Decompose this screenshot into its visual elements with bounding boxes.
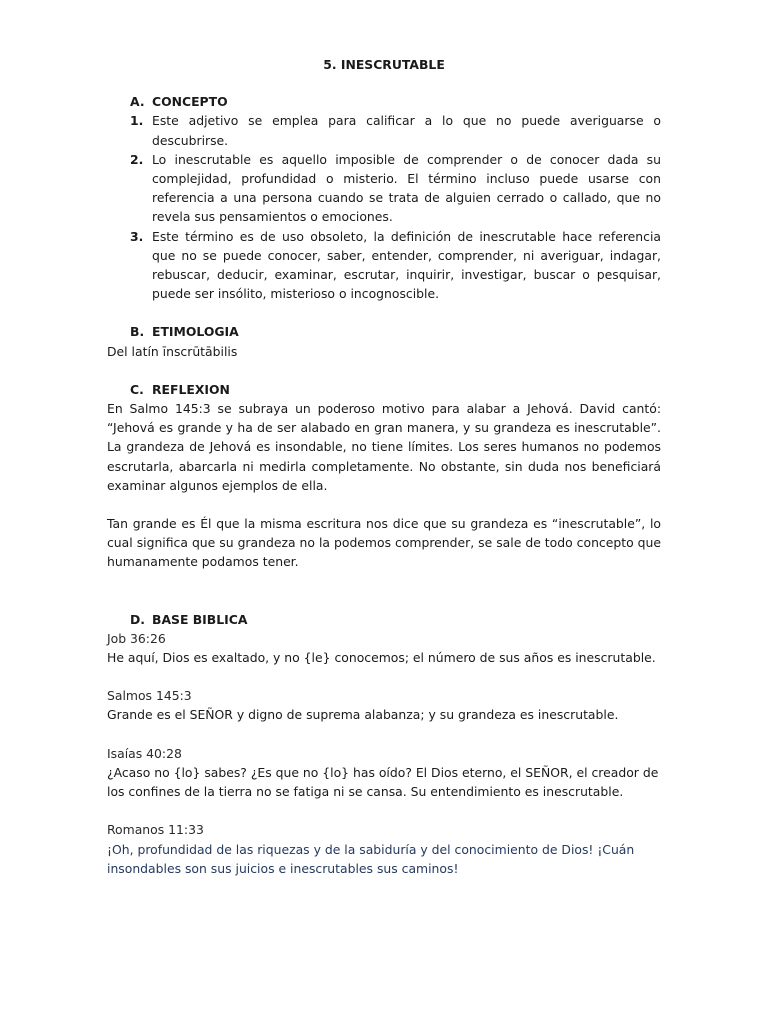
section-title: BASE BIBLICA xyxy=(152,611,248,627)
section-heading-concepto xyxy=(107,92,661,111)
list-text: Este adjetivo se emplea para calificar a lo que no puede averiguarse o descubrirse. xyxy=(152,113,661,148)
document-body xyxy=(107,55,661,878)
list-number: 3. xyxy=(130,228,144,244)
section-letter: A. xyxy=(130,94,145,110)
section-letter: B. xyxy=(130,324,145,340)
section-letter: C. xyxy=(130,381,144,397)
verse-text: He aquí, Dios es exaltado, y no {le} conocemos; el número de sus años es inescrutable. xyxy=(107,650,656,666)
verse-reference: Isaías 40:28 xyxy=(107,745,182,761)
section-heading-etimologia xyxy=(107,322,661,341)
concepto-list xyxy=(107,111,661,303)
section-title: CONCEPTO xyxy=(152,94,228,110)
list-item xyxy=(107,227,661,304)
list-number: 1. xyxy=(130,113,144,129)
verse-text: ¡Oh, profundidad de las riquezas y de la sabiduría y del conocimiento de Dios! ¡Cuán insondables son sus juicios e inescrutables sus caminos! xyxy=(107,841,635,876)
section-heading-reflexion xyxy=(107,380,661,399)
list-item xyxy=(107,150,661,227)
list-number: 2. xyxy=(130,151,144,167)
etimologia-text: Del latín īnscrūtābilis xyxy=(107,343,238,359)
verse-reference: Salmos 145:3 xyxy=(107,688,192,704)
section-heading-base-biblica xyxy=(107,610,661,629)
section-title: ETIMOLOGIA xyxy=(152,324,239,340)
section-letter: D. xyxy=(130,611,145,627)
verse-reference: Job 36:26 xyxy=(107,630,166,646)
page-title: 5. INESCRUTABLE xyxy=(323,57,445,72)
verse-text: ¿Acaso no {lo} sabes? ¿Es que no {lo} has oído? El Dios eterno, el SEÑOR, el creador de los confines de la tierra no se fatiga ni se cansa. Su entendimiento es inescrutable. xyxy=(107,764,659,800)
reflexion-paragraph: Tan grande es Él que la misma escritura nos dice que su grandeza es “inescrutable”, lo cual significa que su grandeza no la podemos comprender, se sale de todo concepto que humanamente podamos tener. xyxy=(107,516,661,570)
list-text: Lo inescrutable es aquello imposible de comprender o de conocer dada su complejidad, profundidad o misterio. El término incluso puede usarse con referencia a una persona cuando se trata de alguien cerrado o callado, que no revela sus pensamientos o emociones. xyxy=(152,151,661,225)
reflexion-paragraph: En Salmo 145:3 se subraya un poderoso motivo para alabar a Jehová. David cantó: “Jehová es grande y ha de ser alabado en gran manera, y su grandeza es inescrutable”. La grandeza de Jehová es insondable, no tiene límites. Los seres humanos no podemos escrutarla, abarcarla ni medirla completamente. No obstante, sin duda nos beneficiará examinar algunos ejemplos de ella. xyxy=(107,401,661,493)
verse-reference: Romanos 11:33 xyxy=(107,822,204,838)
list-item xyxy=(107,111,661,149)
section-title: REFLEXION xyxy=(152,381,230,397)
verse-text: Grande es el SEÑOR y digno de suprema alabanza; y su grandeza es inescrutable. xyxy=(107,707,619,723)
list-text: Este término es de uso obsoleto, la definición de inescrutable hace referencia que no se puede conocer, saber, entender, comprender, ni averiguar, indagar, rebuscar, deducir, examinar, escrutar, inquirir, investigar, buscar o pesquisar, puede ser insólito, misterioso o incognoscible. xyxy=(152,228,661,302)
